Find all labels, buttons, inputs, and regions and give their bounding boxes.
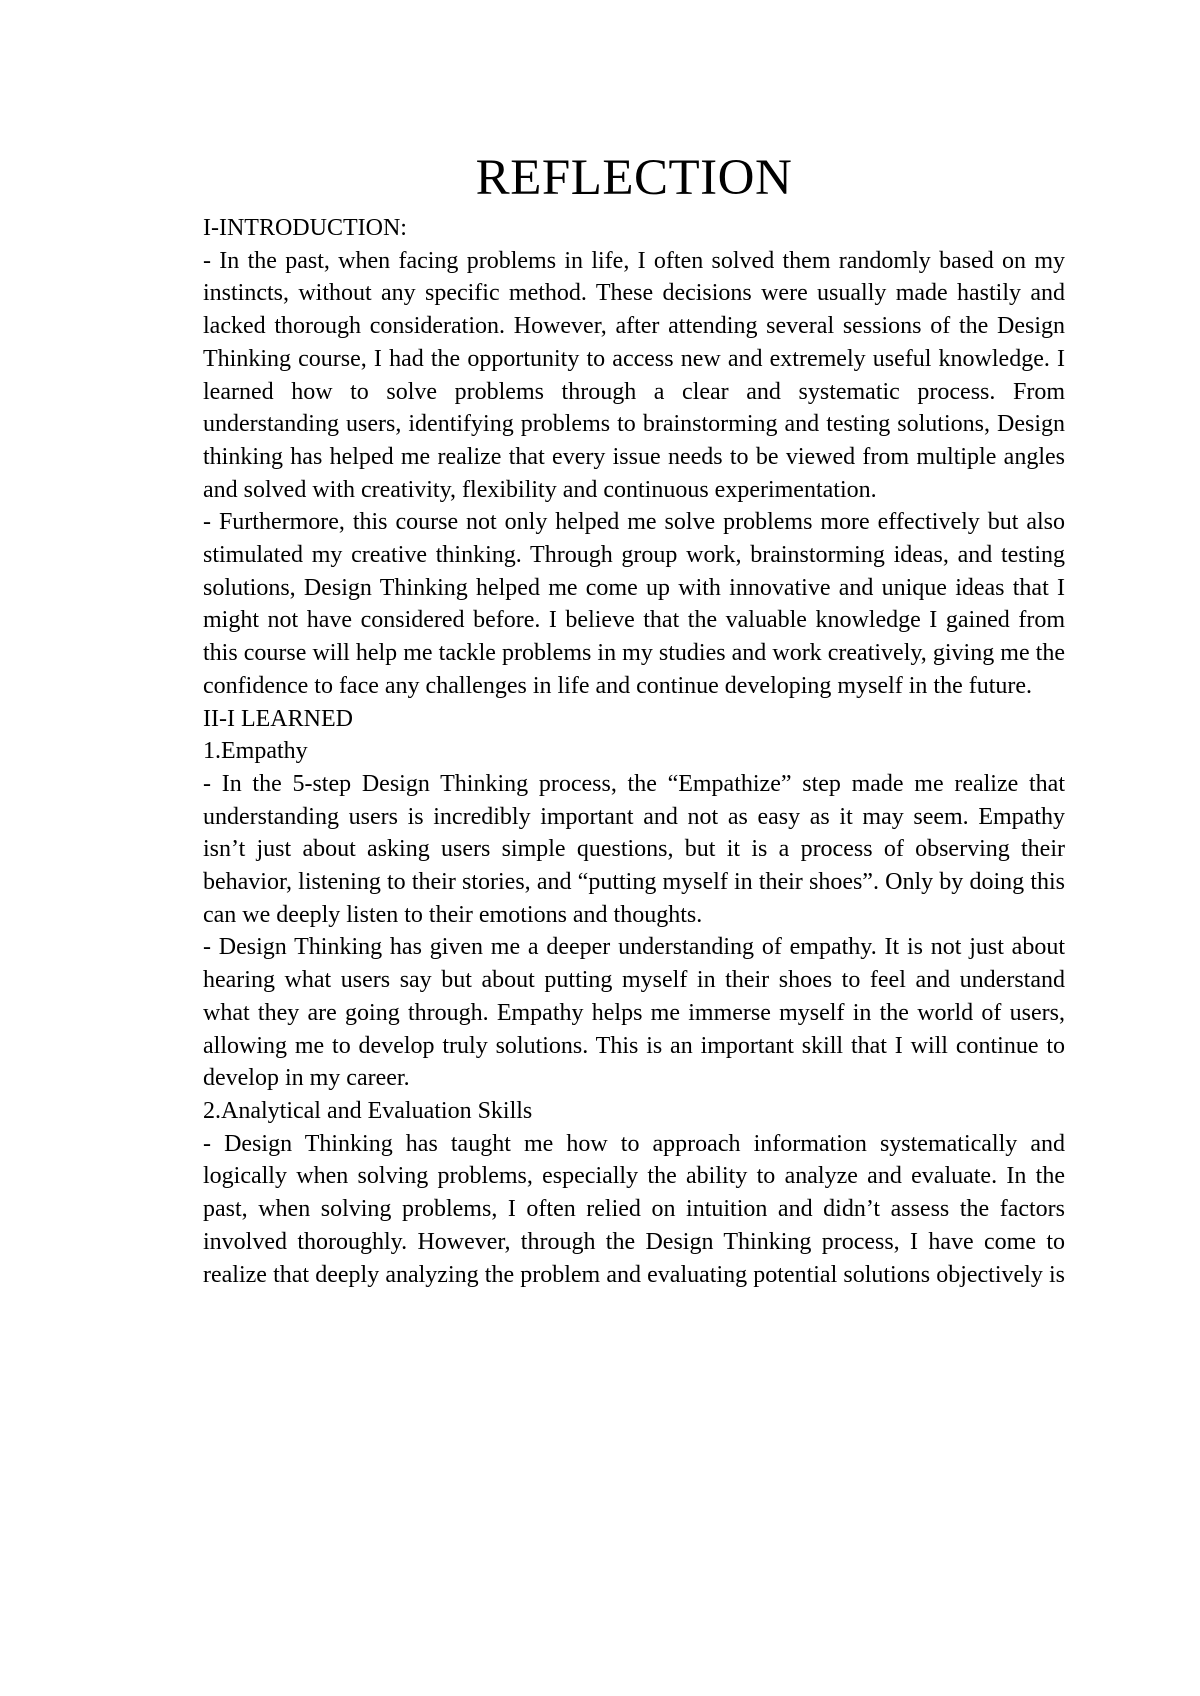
paragraph: - Design Thinking has taught me how to approach information systematically and logically when solving problems, especially the ability to analyze and evaluate. In the past, when solving problems, I often relied on intuition and didn’t assess the factors involved thoroughly. However, through the Design Thinking process, I have come to realize that deeply analyzing the problem and evaluating potential solutions objectively is	[203, 1130, 1065, 1288]
paragraph: - In the past, when facing problems in life, I often solved them randomly based on my instincts, without any specific method. These decisions were usually made hastily and lacked thorough consideration. However, after attending several sessions of the Design Thinking course, I had the opportunity to access new and extremely useful knowledge. I learned how to solve problems through a clear and systematic process. From understanding users, identifying problems to brainstorming and testing solutions, Design thinking has helped me realize that every issue needs to be viewed from multiple angles and solved with creativity, flexibility and continuous experimentation.	[203, 247, 1065, 503]
document-title: REFLECTION	[475, 150, 793, 206]
paragraph: - Design Thinking has given me a deeper understanding of empathy. It is not just about hearing what users say but about putting myself in their shoes to feel and understand what they are going through. Empathy helps me immerse myself in the world of users, allowing me to develop truly solutions. This is an important skill that I will continue to develop in my career.	[203, 934, 1065, 1092]
document-body	[203, 146, 1065, 1291]
section-heading-introduction: I-INTRODUCTION:	[203, 215, 407, 241]
paragraph: - Furthermore, this course not only helped me solve problems more effectively but also stimulated my creative thinking. Through group work, brainstorming ideas, and testing solutions, Design Thinking helped me come up with innovative and unique ideas that I might not have considered before. I believe that the valuable knowledge I gained from this course will help me tackle problems in my studies and work creatively, giving me the confidence to face any challenges in life and continue developing myself in the future.	[203, 509, 1065, 699]
subsection-heading-analytical-skills: 2.Analytical and Evaluation Skills	[203, 1097, 533, 1124]
section-heading-i-learned: II-I LEARNED	[203, 705, 353, 732]
paragraph: - In the 5-step Design Thinking process, the “Empathize” step made me realize that understanding users is incredibly important and not as easy as it may seem. Empathy isn’t just about asking users simple questions, but it is a process of observing their behavior, listening to their stories, and “putting myself in their shoes”. Only by doing this can we deeply listen to their emotions and thoughts.	[203, 770, 1065, 928]
subsection-heading-empathy: 1.Empathy	[203, 738, 308, 765]
